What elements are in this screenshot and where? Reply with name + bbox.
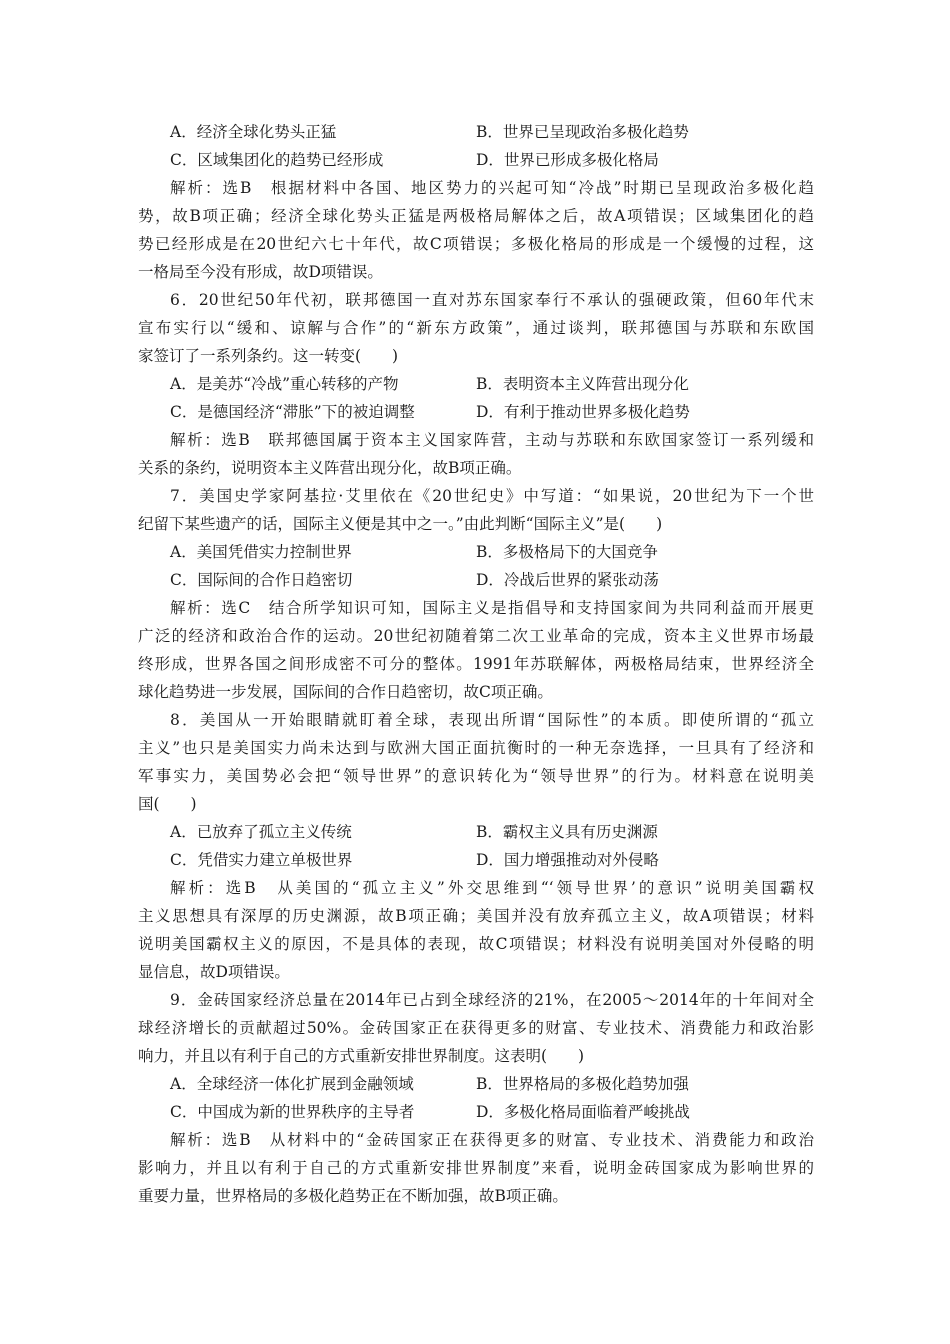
question-stem-line: 纪留下某些遗产的话，国际主义便是其中之一。”由此判断“国际主义”是( )	[138, 515, 663, 533]
option-d: D．冷战后世界的紧张动荡	[476, 571, 659, 589]
option-c: C．国际间的合作日趋密切	[170, 571, 353, 589]
question-6	[138, 286, 814, 482]
analysis-line: 主义思想具有深厚的历史渊源，故B项正确；美国并没有放弃孤立主义，故A项错误；材料	[138, 907, 814, 925]
options-row	[138, 398, 814, 426]
question-stem-line: 球经济增长的贡献超过50%。金砖国家正在获得更多的财富、专业技术、消费能力和政治影	[138, 1019, 814, 1037]
option-a: A．是美苏“冷战”重心转移的产物	[170, 375, 399, 393]
options-row	[138, 846, 814, 874]
option-b: B．霸权主义具有历史渊源	[476, 823, 658, 841]
question-7	[138, 482, 814, 706]
analysis-line: 解析：选B 根据材料中各国、地区势力的兴起可知“冷战”时期已呈现政治多极化趋	[170, 179, 814, 197]
analysis-line: 重要力量，世界格局的多极化趋势正在不断加强，故B项正确。	[138, 1187, 568, 1205]
question-stem-line: 9．金砖国家经济总量在2014年已占到全球经济的21%，在2005～2014年的十年间对全	[170, 991, 814, 1009]
question-stem-line: 8．美国从一开始眼睛就盯着全球，表现出所谓“国际性”的本质。即使所谓的“孤立	[170, 711, 814, 729]
options-row	[138, 818, 814, 846]
option-a: A．全球经济一体化扩展到金融领域	[170, 1075, 414, 1093]
option-d: D．有利于推动世界多极化趋势	[476, 403, 690, 421]
analysis-line: 解析：选B 联邦德国属于资本主义国家阵营，主动与苏联和东欧国家签订一系列缓和	[170, 431, 814, 449]
options-row	[138, 538, 814, 566]
option-a: A．已放弃了孤立主义传统	[170, 823, 352, 841]
option-b: B．多极格局下的大国竞争	[476, 543, 658, 561]
question-stem-line: 家签订了一系列条约。这一转变( )	[138, 347, 399, 365]
option-b: B．世界已呈现政治多极化趋势	[476, 123, 689, 141]
option-b: B．世界格局的多极化趋势加强	[476, 1075, 689, 1093]
question-8	[138, 706, 814, 986]
analysis-line: 广泛的经济和政治合作的运动。20世纪初随着第二次工业革命的完成，资本主义世界市场最	[138, 627, 814, 645]
analysis-line: 势，故B项正确；经济全球化势头正猛是两极格局解体之后，故A项错误；区域集团化的趋	[138, 207, 814, 225]
options-row	[138, 370, 814, 398]
question-stem-line: 7．美国史学家阿基拉·艾里依在《20世纪史》中写道：“如果说，20世纪为下一个世	[170, 487, 814, 505]
options-row	[138, 146, 814, 174]
analysis-line: 终形成，世界各国之间形成密不可分的整体。1991年苏联解体，两极格局结束，世界经济全	[138, 655, 814, 673]
option-c: C．区域集团化的趋势已经形成	[170, 151, 384, 169]
option-d: D．世界已形成多极化格局	[476, 151, 659, 169]
document-page	[138, 118, 814, 1210]
option-d: D．国力增强推动对外侵略	[476, 851, 659, 869]
analysis-line: 势已经形成是在20世纪六七十年代，故C项错误；多极化格局的形成是一个缓慢的过程，这	[138, 235, 814, 253]
question-stem-line: 6．20世纪50年代初，联邦德国一直对苏东国家奉行不承认的强硬政策，但60年代末	[170, 291, 814, 309]
analysis-line: 说明美国霸权主义的原因，不是具体的表现，故C项错误；材料没有说明美国对外侵略的明	[138, 935, 814, 953]
option-b: B．表明资本主义阵营出现分化	[476, 375, 689, 393]
question-stem-line: 宣布实行以“缓和、谅解与合作”的“新东方政策”，通过谈判，联邦德国与苏联和东欧国	[138, 319, 814, 337]
option-d: D．多极化格局面临着严峻挑战	[476, 1103, 690, 1121]
options-row	[138, 1098, 814, 1126]
analysis-line: 解析：选B 从材料中的“金砖国家正在获得更多的财富、专业技术、消费能力和政治	[170, 1131, 814, 1149]
question-stem-line: 国( )	[138, 795, 197, 813]
analysis-line: 显信息，故D项错误。	[138, 963, 290, 981]
question-5	[138, 118, 814, 286]
options-row	[138, 566, 814, 594]
question-stem-line: 主义”也只是美国实力尚未达到与欧洲大国正面抗衡时的一种无奈选择，一旦具有了经济和	[138, 739, 814, 757]
option-c: C．中国成为新的世界秩序的主导者	[170, 1103, 415, 1121]
analysis-line: 球化趋势进一步发展，国际间的合作日趋密切，故C项正确。	[138, 683, 553, 701]
option-c: C．是德国经济“滞胀”下的被迫调整	[170, 403, 415, 421]
analysis-line: 影响力，并且以有利于自己的方式重新安排世界制度”来看，说明金砖国家成为影响世界的	[138, 1159, 814, 1177]
analysis-line: 解析：选B 从美国的“孤立主义”外交思维到“‘领导世界’的意识”说明美国霸权	[170, 879, 814, 897]
analysis-line: 关系的条约，说明资本主义阵营出现分化，故B项正确。	[138, 459, 522, 477]
options-row	[138, 118, 814, 146]
analysis-line: 解析：选C 结合所学知识可知，国际主义是指倡导和支持国家间为共同利益而开展更	[170, 599, 814, 617]
question-9	[138, 986, 814, 1210]
question-stem-line: 军事实力，美国势必会把“领导世界”的意识转化为“领导世界”的行为。材料意在说明美	[138, 767, 814, 785]
option-a: A．经济全球化势头正猛	[170, 123, 337, 141]
analysis-line: 一格局至今没有形成，故D项错误。	[138, 263, 383, 281]
option-c: C．凭借实力建立单极世界	[170, 851, 353, 869]
options-row	[138, 1070, 814, 1098]
question-stem-line: 响力，并且以有利于自己的方式重新安排世界制度。这表明( )	[138, 1047, 585, 1065]
option-a: A．美国凭借实力控制世界	[170, 543, 352, 561]
